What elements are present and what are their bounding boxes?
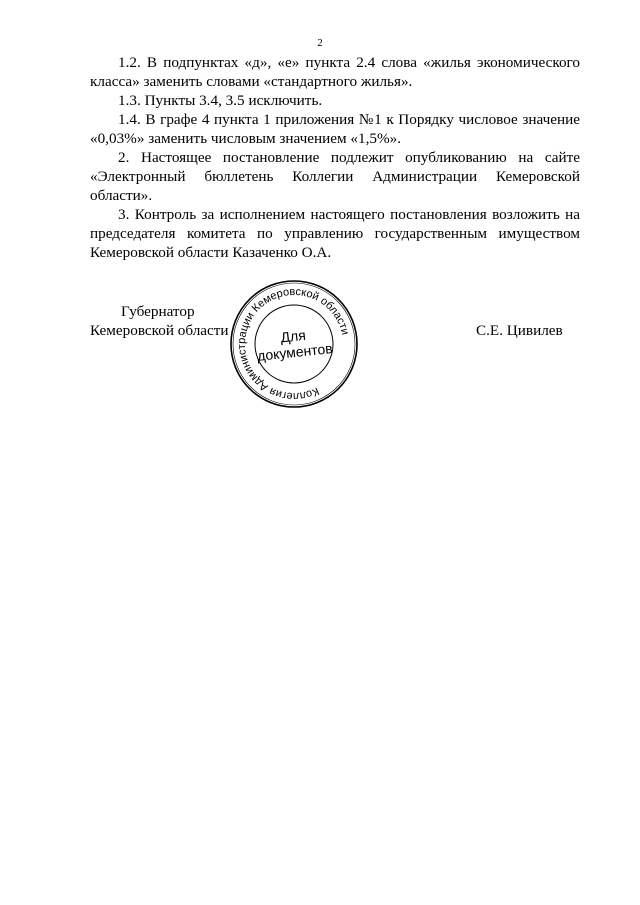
seal-ring-text: Коллегия Администрации Кемеровской области: [235, 285, 352, 403]
signature-title-line1: Губернатор: [121, 303, 195, 320]
official-seal-stamp: [227, 277, 361, 411]
paragraph-3: 3. Контроль за исполнением настоящего постановления возложить на председателя комитета по управлению государственным имуществом Кемеровской области Казаченко О.А.: [90, 206, 580, 261]
seal-center-line2: документов: [256, 340, 334, 364]
seal-graphic: [227, 277, 361, 411]
paragraph-1-3: 1.3. Пункты 3.4, 3.5 исключить.: [118, 92, 323, 109]
seal-center-line1: Для: [279, 326, 307, 346]
paragraph-1-4: 1.4. В графе 4 пункта 1 приложения №1 к Порядку числовое значение «0,03%» заменить числовым значением «1,5%».: [90, 111, 580, 147]
page-number: 2: [317, 37, 323, 49]
signature-title-line2: Кемеровской области: [90, 322, 229, 339]
paragraph-1-2: 1.2. В подпунктах «д», «е» пункта 2.4 слова «жилья экономического класса» заменить словами «стандартного жилья».: [90, 54, 580, 90]
document-body: [90, 53, 580, 262]
paragraph-2: 2. Настоящее постановление подлежит опубликованию на сайте «Электронный бюллетень Коллегии Администрации Кемеровской области».: [90, 149, 580, 204]
signature-name: С.Е. Цивилев: [476, 322, 563, 339]
